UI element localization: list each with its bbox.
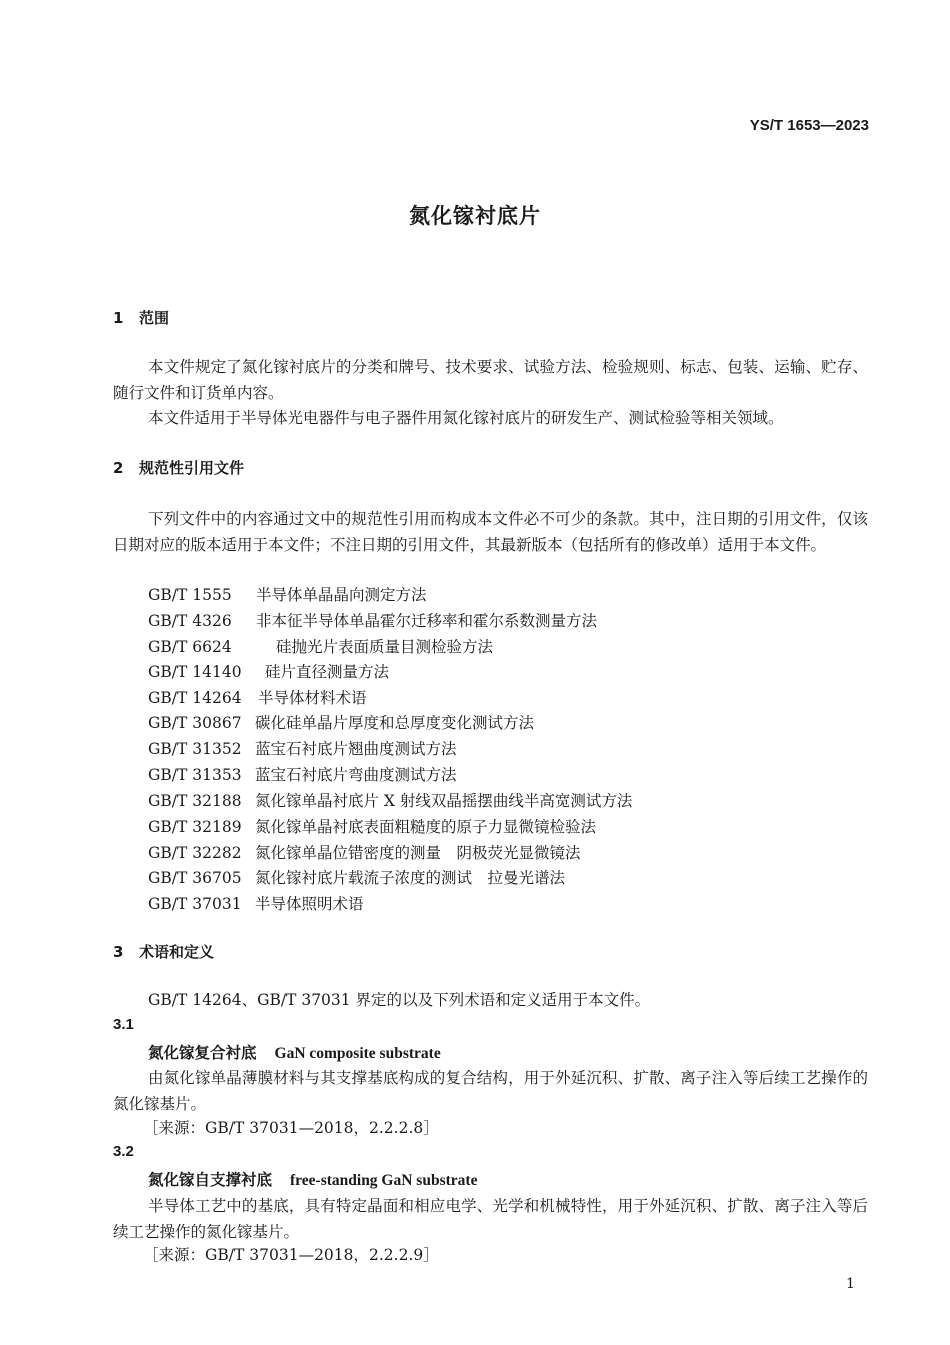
reference-item (148, 841, 581, 863)
scope-paragraph-2: 本文件适用于半导体光电器件与电子器件用氮化镓衬底片的研发生产、测试检验等相关领域。 (148, 409, 784, 427)
references-intro: 下列文件中的内容通过文中的规范性引用而构成本文件必不可少的条款。其中，注日期的引用文件，仅该日期对应的版本适用于本文件；不注日期的引用文件，其最新版本（包括所有的修改单）适用于本文件。 (113, 510, 868, 554)
reference-name: 氮化镓单晶衬底表面粗糙度的原子力显微镜检验法 (255, 818, 597, 836)
term-name-zh: 氮化镓自支撑衬底 (148, 1171, 273, 1189)
reference-item (148, 711, 534, 733)
section-1-title: 范围 (139, 309, 170, 327)
document-title: 氮化镓衬底片 (409, 204, 541, 228)
reference-name: 氮化镓单晶衬底片 X 射线双晶摇摆曲线半高宽测试方法 (255, 792, 633, 810)
scope-paragraph-1: 本文件规定了氮化镓衬底片的分类和牌号、技术要求、试验方法、检验规则、标志、包装、运输、贮存、随行文件和订货单内容。 (113, 358, 868, 402)
reference-name: 半导体材料术语 (258, 689, 367, 707)
section-3-number: 3 (113, 943, 124, 961)
reference-code: GB/T 31353 (148, 766, 242, 784)
reference-code: GB/T 30867 (148, 714, 242, 732)
reference-name: 氮化镓衬底片载流子浓度的测试 拉曼光谱法 (255, 869, 566, 887)
term-source: ［来源：GB/T 37031—2018，2.2.2.9］ (143, 1246, 439, 1264)
reference-code: GB/T 32188 (148, 792, 242, 810)
term-name-en: free-standing GaN substrate (290, 1172, 478, 1189)
reference-code: GB/T 32189 (148, 818, 242, 836)
reference-item (148, 892, 364, 914)
reference-name: 非本征半导体单晶霍尔迁移率和霍尔系数测量方法 (256, 612, 598, 630)
reference-code: GB/T 4326 (148, 612, 232, 630)
reference-item (148, 815, 596, 837)
terms-intro: GB/T 14264、GB/T 37031 界定的以及下列术语和定义适用于本文件。 (148, 991, 651, 1009)
reference-item (148, 660, 389, 682)
reference-item (148, 635, 493, 657)
reference-name: 硅抛光片表面质量目测检验方法 (276, 638, 494, 656)
page-number: 1 (846, 1276, 855, 1292)
reference-code: GB/T 6624 (148, 638, 232, 656)
section-2-heading (113, 457, 244, 478)
standard-code: YS/T 1653—2023 (749, 117, 869, 134)
reference-item (148, 866, 565, 888)
reference-code: GB/T 1555 (148, 586, 232, 604)
term-name-zh: 氮化镓复合衬底 (148, 1044, 257, 1062)
section-1-number: 1 (113, 309, 124, 327)
reference-code: GB/T 31352 (148, 740, 242, 758)
reference-name: 硅片直径测量方法 (265, 663, 390, 681)
term-name (148, 1168, 477, 1190)
section-1-heading (113, 307, 169, 328)
term-definition: 半导体工艺中的基底，具有特定晶面和相应电学、光学和机械特性，用于外延沉积、扩散、离子注入等后续工艺操作的氮化镓基片。 (113, 1197, 868, 1241)
reference-code: GB/T 14140 (148, 663, 242, 681)
reference-code: GB/T 14264 (148, 689, 242, 707)
reference-item (148, 583, 427, 605)
section-2-title: 规范性引用文件 (139, 459, 245, 477)
reference-item (148, 737, 457, 759)
term-name (148, 1041, 441, 1063)
reference-name: 半导体单晶晶向测定方法 (256, 586, 427, 604)
reference-name: 半导体照明术语 (255, 895, 364, 913)
term-name-en: GaN composite substrate (274, 1045, 441, 1062)
reference-item (148, 609, 597, 631)
reference-name: 氮化镓单晶位错密度的测量 阴极荧光显微镜法 (255, 844, 581, 862)
section-3-title: 术语和定义 (139, 943, 215, 961)
reference-name: 碳化硅单晶片厚度和总厚度变化测试方法 (255, 714, 535, 732)
term-source: ［来源：GB/T 37031—2018，2.2.2.8］ (143, 1119, 439, 1137)
reference-code: GB/T 37031 (148, 895, 242, 913)
reference-item (148, 789, 632, 811)
reference-code: GB/T 32282 (148, 844, 242, 862)
reference-code: GB/T 36705 (148, 869, 242, 887)
reference-name: 蓝宝石衬底片翘曲度测试方法 (255, 740, 457, 758)
reference-item (148, 686, 367, 708)
reference-name: 蓝宝石衬底片弯曲度测试方法 (255, 766, 457, 784)
reference-item (148, 763, 457, 785)
term-definition: 由氮化镓单晶薄膜材料与其支撑基底构成的复合结构，用于外延沉积、扩散、离子注入等后续工艺操作的氮化镓基片。 (113, 1069, 868, 1113)
section-3-heading (113, 941, 214, 962)
term-number: 3.2 (113, 1143, 134, 1160)
term-number: 3.1 (113, 1016, 134, 1033)
section-2-number: 2 (113, 459, 124, 477)
